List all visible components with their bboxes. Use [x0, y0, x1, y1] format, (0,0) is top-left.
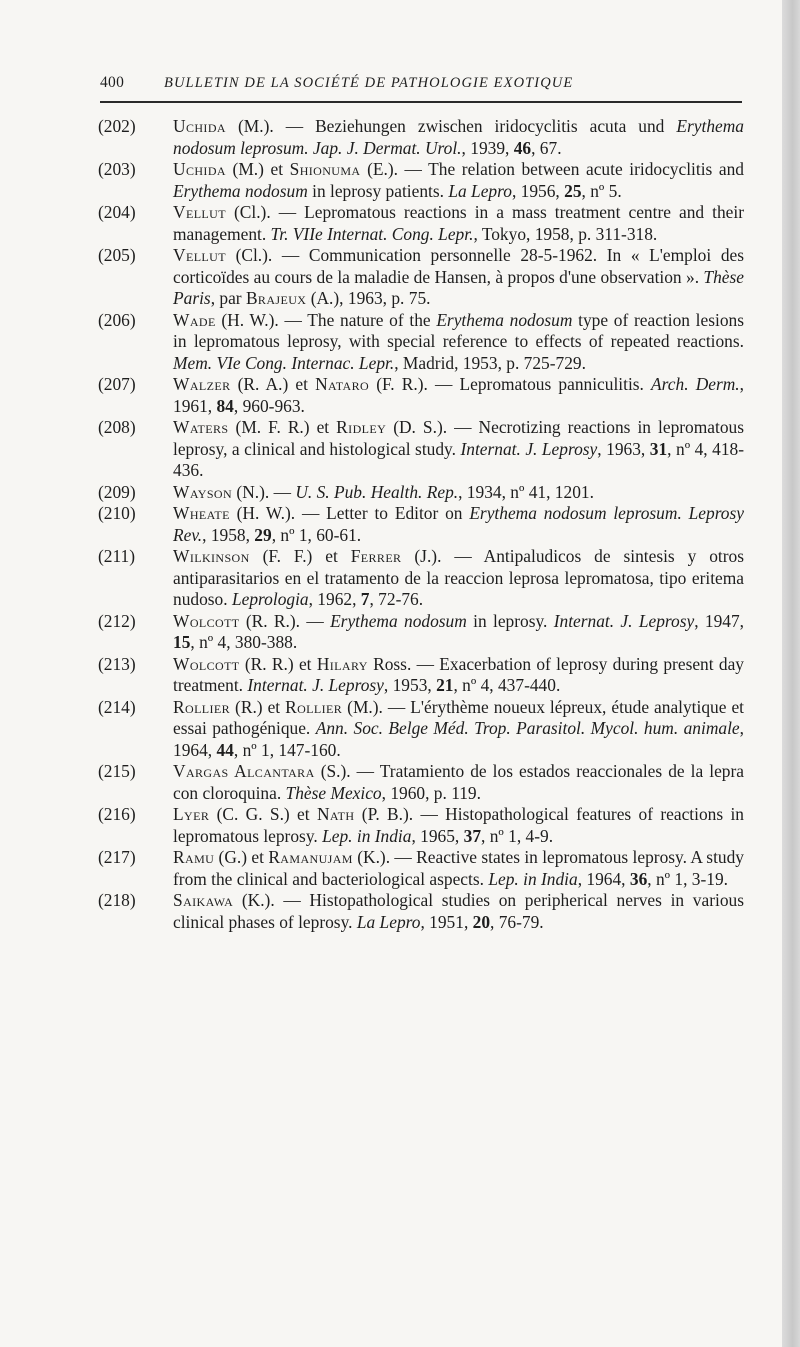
reference-fragment: , Madrid, 1953, p. 725-729.: [394, 352, 586, 373]
reference-fragment: (F. F.) et: [249, 546, 351, 566]
italic-text: U. S. Pub. Health. Rep.: [295, 481, 459, 502]
author-name: Ramanujam: [268, 847, 353, 867]
reference-text: [173, 503, 744, 546]
journal-title: BULLETIN DE LA SOCIÉTÉ DE PATHOLOGIE EXOTIQUE: [164, 75, 574, 91]
reference-fragment: , 1939,: [461, 137, 514, 158]
reference-fragment: (K.). — Histopathological studies on peripherical nerves in various clinical phases of leprosy.: [173, 890, 744, 932]
reference-fragment: , nº 4, 437-440.: [453, 675, 561, 695]
reference-fragment: , 1934, nº 41, 1201.: [458, 481, 594, 502]
reference-fragment: , 1960, p. 119.: [381, 782, 481, 803]
volume-number: 21: [436, 675, 454, 695]
volume-number: 44: [216, 739, 234, 760]
reference-entry: [98, 503, 744, 546]
author-name: Nath: [316, 804, 355, 824]
volume-number: 37: [463, 825, 482, 846]
reference-fragment: (R. R.). —: [239, 610, 331, 631]
reference-fragment: , nº 5.: [581, 180, 622, 201]
volume-number: 20: [472, 911, 491, 932]
author-name: Shionuma: [289, 159, 361, 179]
reference-fragment: , nº 1, 60-61.: [271, 524, 362, 545]
volume-number: 25: [564, 180, 582, 201]
reference-number: (215): [98, 761, 136, 781]
italic-text: Erythema nodosum: [436, 309, 573, 330]
reference-text: [173, 761, 744, 804]
reference-fragment: (M.). — L'érythème noueux lépreux, étude analytique et essai pathogénique.: [173, 696, 744, 738]
reference-text: [173, 804, 744, 847]
author-name: Ramu: [173, 847, 215, 867]
reference-fragment: (J.). — Antipaludicos de sintesis y otros antiparasitarios en el tratamento de la reaccion leprosa lepromatosa, tipo eritema nudoso.: [173, 546, 744, 609]
running-header: [100, 74, 742, 92]
reference-entry: [98, 697, 744, 762]
reference-number: (212): [98, 610, 136, 631]
reference-number: (213): [98, 653, 136, 674]
reference-entry: [98, 374, 744, 417]
reference-fragment: (N.). —: [232, 481, 296, 502]
reference-number: (206): [98, 309, 136, 330]
reference-entry: [98, 310, 744, 375]
reference-entry: [98, 245, 744, 310]
reference-number: (208): [98, 417, 136, 437]
reference-fragment: , nº 1, 3-19.: [647, 868, 729, 889]
reference-fragment: (F. R.). — Lepromatous panniculitis.: [369, 374, 652, 394]
reference-text: [173, 159, 744, 202]
reference-entry: [98, 611, 744, 654]
reference-fragment: (C. G. S.) et: [209, 804, 317, 824]
reference-fragment: , nº 1, 4-9.: [481, 825, 554, 846]
reference-fragment: (D. S.). — Necrotizing reactions in lepromatous leprosy, a clinical and histological study.: [173, 417, 744, 459]
reference-entry: [98, 417, 744, 482]
author-name: Walzer: [173, 374, 231, 394]
reference-entry: [98, 546, 744, 611]
reference-number: (211): [98, 546, 136, 566]
italic-text: Erythema nodosum leprosum. Jap. J. Dermat. Urol.: [173, 116, 744, 158]
reference-fragment: , Tokyo, 1958, p. 311-318.: [473, 223, 658, 244]
reference-text: [173, 654, 744, 697]
reference-text: [173, 890, 744, 933]
reference-fragment: in leprosy patients.: [307, 180, 449, 201]
reference-entry: [98, 482, 744, 504]
reference-text: [173, 611, 744, 654]
author-name: Lyer: [173, 804, 210, 824]
reference-list: [98, 116, 744, 933]
reference-text: [173, 310, 744, 375]
reference-fragment: , nº 4, 418-436.: [173, 438, 745, 480]
italic-text: Thèse Mexico: [285, 782, 382, 803]
reference-entry: [98, 804, 744, 847]
author-name: Rollier: [285, 696, 343, 717]
reference-fragment: , 1953,: [383, 675, 437, 695]
reference-number: (203): [98, 159, 136, 179]
author-name: Wilkinson: [173, 546, 250, 566]
volume-number: 31: [649, 438, 668, 459]
reference-fragment: (K.). — Reactive states in lepromatous leprosy. A study from the clinical and bacteriological aspects.: [173, 847, 744, 889]
reference-text: [173, 697, 744, 762]
reference-text: [173, 847, 744, 890]
reference-fragment: (E.). — The relation between acute iridocyclitis and: [360, 159, 744, 179]
italic-text: Lep. in India: [488, 868, 578, 889]
volume-number: 36: [629, 868, 648, 889]
volume-number: 46: [513, 137, 532, 158]
italic-text: La Lepro: [356, 911, 421, 932]
reference-number: (207): [98, 374, 136, 394]
reference-fragment: (S.). — Tratamiento de los estados reaccionales de la lepra con cloroquina.: [173, 761, 744, 803]
reference-fragment: , 960-963.: [233, 395, 305, 416]
author-name: Rollier: [173, 696, 231, 717]
reference-number: (202): [98, 116, 136, 136]
reference-fragment: , 1961,: [173, 374, 745, 416]
italic-text: Mem. VIe Cong. Internac. Lepr.: [173, 352, 395, 373]
author-name: Vellut: [173, 245, 226, 265]
author-name: Waters: [173, 417, 229, 437]
italic-text: Erythema nodosum leprosum. Leprosy Rev.: [173, 503, 744, 545]
reference-entry: [98, 159, 744, 202]
author-name: Ferrer: [350, 546, 402, 566]
volume-number: 15: [173, 632, 191, 652]
reference-number: (214): [98, 696, 136, 717]
reference-entry: [98, 890, 744, 933]
reference-fragment: , 1951,: [420, 911, 473, 932]
author-name: Brajeux: [245, 288, 307, 308]
reference-fragment: type of reaction lesions in lepromatous leprosy, with special reference to effects of repeated reactions.: [173, 309, 744, 351]
reference-fragment: , 1962,: [308, 589, 361, 609]
reference-fragment: (M. F. R.) et: [228, 417, 337, 437]
author-name: Hilary: [316, 653, 368, 674]
reference-text: [173, 482, 744, 504]
author-name: Wayson: [173, 481, 233, 502]
author-name: Vargas Alcantara: [173, 761, 315, 781]
author-name: Saikawa: [173, 890, 234, 910]
reference-entry: [98, 847, 744, 890]
reference-fragment: (A.), 1963, p. 75.: [306, 288, 431, 308]
reference-number: (205): [98, 245, 136, 265]
reference-number: (217): [98, 847, 136, 867]
reference-fragment: , 1964,: [577, 868, 630, 889]
reference-fragment: , 72-76.: [369, 589, 424, 609]
reference-fragment: , par: [210, 288, 246, 308]
italic-text: La Lepro: [448, 180, 512, 201]
italic-text: Internat. J. Leprosy: [460, 438, 598, 459]
volume-number: 29: [254, 524, 272, 545]
reference-fragment: , nº 1, 147-160.: [233, 739, 341, 760]
reference-fragment: (M.). — Beziehungen zwischen iridocyclitis acuta und: [225, 116, 677, 136]
author-name: Nataro: [315, 374, 370, 394]
reference-fragment: , 76-79.: [490, 911, 544, 932]
header-rule: [100, 101, 742, 103]
reference-entry: [98, 116, 744, 159]
italic-text: Thèse Paris: [173, 266, 744, 308]
reference-entry: [98, 202, 744, 245]
reference-fragment: , 1963,: [597, 438, 650, 459]
reference-fragment: , 1958,: [202, 524, 255, 545]
author-name: Ridley: [336, 417, 387, 437]
italic-text: Ann. Soc. Belge Méd. Trop. Parasitol. Mycol. hum. animale: [315, 718, 740, 738]
italic-text: Tr. VIIe Internat. Cong. Lepr.: [270, 223, 474, 244]
reference-fragment: (H. W.). — Letter to Editor on: [229, 503, 470, 523]
author-name: Wolcott: [173, 610, 240, 631]
reference-fragment: Ross. — Exacerbation of leprosy during present day treatment.: [173, 653, 745, 695]
page-number: 400: [100, 74, 125, 91]
reference-fragment: , 1947,: [694, 610, 745, 631]
reference-number: (218): [98, 890, 136, 910]
volume-number: 7: [360, 589, 370, 609]
reference-entry: [98, 761, 744, 804]
reference-text: [173, 546, 744, 611]
italic-text: Leprologia: [231, 589, 309, 609]
reference-fragment: , 67.: [531, 137, 562, 158]
author-name: Wolcott: [173, 653, 240, 674]
author-name: Wheate: [173, 503, 230, 523]
reference-number: (204): [98, 202, 136, 222]
reference-fragment: , 1956,: [511, 180, 565, 201]
italic-text: Erythema nodosum: [330, 610, 467, 631]
volume-number: 84: [216, 395, 234, 416]
italic-text: Lep. in India: [322, 825, 412, 846]
reference-fragment: (Cl.). — Communication personnelle 28-5-1962. In « L'emploi des corticoïdes au cours de la maladie de Hansen, à propos d'une observation ».: [173, 245, 744, 287]
reference-fragment: (R. R.) et: [239, 653, 317, 674]
reference-fragment: , nº 4, 380-388.: [190, 632, 298, 652]
reference-text: [173, 417, 744, 482]
reference-text: [173, 374, 744, 417]
reference-fragment: (G.) et: [214, 847, 269, 867]
italic-text: Internat. J. Leprosy: [553, 610, 695, 631]
reference-fragment: , 1965,: [411, 825, 464, 846]
reference-entry: [98, 654, 744, 697]
reference-fragment: (H. W.). — The nature of the: [215, 309, 437, 330]
italic-text: Arch. Derm.: [651, 374, 740, 394]
reference-fragment: (R.) et: [230, 696, 286, 717]
author-name: Uchida: [173, 159, 226, 179]
author-name: Wade: [173, 309, 216, 330]
reference-text: [173, 245, 744, 310]
reference-number: (216): [98, 804, 136, 824]
reference-fragment: in leprosy.: [466, 610, 554, 631]
reference-fragment: (Cl.). — Lepromatous reactions in a mass treatment centre and their management.: [173, 202, 744, 244]
reference-fragment: (M.) et: [225, 159, 290, 179]
author-name: Uchida: [173, 116, 226, 136]
author-name: Vellut: [173, 202, 226, 222]
reference-text: [173, 116, 744, 159]
reference-number: (210): [98, 503, 136, 523]
reference-text: [173, 202, 744, 245]
reference-number: (209): [98, 481, 136, 502]
reference-fragment: (R. A.) et: [230, 374, 316, 394]
binding-edge: [782, 0, 800, 1347]
italic-text: Erythema nodosum: [173, 180, 308, 201]
reference-fragment: (P. B.). — Histopathological features of reactions in lepromatous leprosy.: [173, 804, 744, 846]
italic-text: Internat. J. Leprosy: [247, 675, 384, 695]
reference-fragment: , 1964,: [173, 718, 744, 760]
